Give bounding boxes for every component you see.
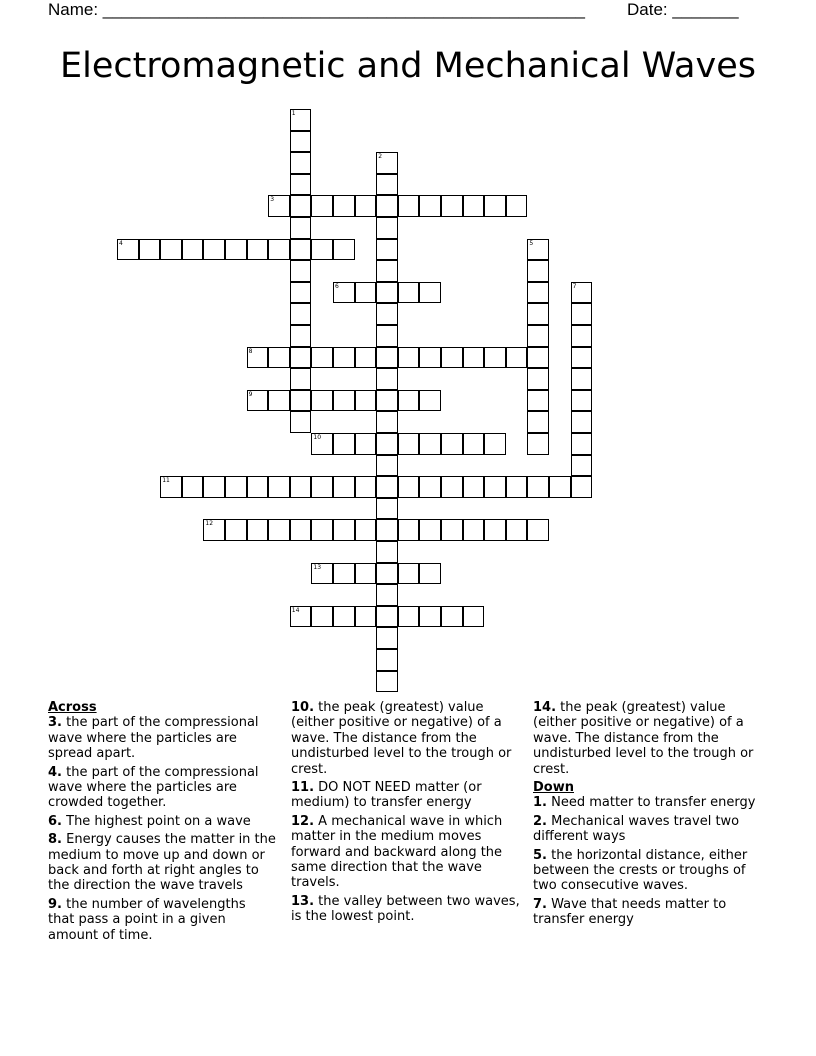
grid-cell[interactable] xyxy=(527,282,549,304)
grid-cell[interactable] xyxy=(376,347,398,369)
grid-cell[interactable] xyxy=(571,455,593,477)
grid-cell[interactable] xyxy=(376,519,398,541)
grid-cell[interactable] xyxy=(376,325,398,347)
grid-cell[interactable] xyxy=(527,433,549,455)
grid-cell[interactable] xyxy=(376,174,398,196)
grid-cell[interactable] xyxy=(376,195,398,217)
clue-down-2 xyxy=(533,814,765,845)
grid-cell[interactable] xyxy=(398,606,420,628)
grid-cell[interactable] xyxy=(355,282,377,304)
clue-text: Mechanical waves travel two different ways xyxy=(533,813,740,845)
grid-cell[interactable] xyxy=(376,584,398,606)
grid-cell[interactable] xyxy=(484,347,506,369)
grid-cell[interactable] xyxy=(398,195,420,217)
grid-cell[interactable] xyxy=(419,347,441,369)
grid-cell[interactable] xyxy=(376,541,398,563)
clue-text: DO NOT NEED matter (or medium) to transfer energy xyxy=(291,780,482,811)
grid-cell[interactable] xyxy=(376,627,398,649)
cell-number: 8 xyxy=(248,347,253,355)
clue-text: The highest point on a wave xyxy=(66,813,251,829)
grid-cell[interactable] xyxy=(117,239,139,261)
grid-cell[interactable] xyxy=(290,303,312,325)
grid-cell[interactable] xyxy=(268,239,290,261)
grid-cell[interactable] xyxy=(247,476,269,498)
grid-cell[interactable] xyxy=(441,195,463,217)
clue-across-11 xyxy=(291,780,523,811)
grid-cell[interactable] xyxy=(463,433,485,455)
clue-across-6 xyxy=(48,814,276,829)
grid-cell[interactable] xyxy=(376,390,398,412)
clues-column-3 xyxy=(533,700,765,931)
grid-cell[interactable] xyxy=(225,239,247,261)
grid-cell[interactable] xyxy=(571,476,593,498)
grid-cell[interactable] xyxy=(290,109,312,131)
grid-cell[interactable] xyxy=(203,519,225,541)
grid-cell[interactable] xyxy=(419,195,441,217)
clue-text: the peak (greatest) value (either positive or negative) of a wave. The distance from the undisturbed level to the trough or crest. xyxy=(533,700,754,777)
clue-number: 8. xyxy=(48,832,62,848)
grid-cell[interactable] xyxy=(463,606,485,628)
cell-number: 3 xyxy=(270,196,275,204)
clue-number: 14. xyxy=(533,700,557,715)
grid-cell[interactable] xyxy=(311,390,333,412)
grid-cell[interactable] xyxy=(527,411,549,433)
grid-cell[interactable] xyxy=(333,347,355,369)
grid-cell[interactable] xyxy=(290,239,312,261)
grid-cell[interactable] xyxy=(355,347,377,369)
grid-cell[interactable] xyxy=(527,239,549,261)
clue-across-12 xyxy=(291,814,523,891)
grid-cell[interactable] xyxy=(311,433,333,455)
clue-number: 5. xyxy=(533,847,547,863)
down-heading: Down xyxy=(533,780,574,796)
grid-cell[interactable] xyxy=(268,195,290,217)
grid-cell[interactable] xyxy=(376,152,398,174)
clue-down-7 xyxy=(533,897,765,928)
grid-cell[interactable] xyxy=(463,476,485,498)
clue-number: 10. xyxy=(291,700,315,715)
grid-cell[interactable] xyxy=(441,433,463,455)
grid-cell[interactable] xyxy=(355,519,377,541)
grid-cell[interactable] xyxy=(333,476,355,498)
grid-cell[interactable] xyxy=(441,519,463,541)
cell-number: 7 xyxy=(572,282,577,290)
grid-cell[interactable] xyxy=(463,195,485,217)
clue-number: 7. xyxy=(533,896,547,912)
grid-cell[interactable] xyxy=(290,152,312,174)
grid-cell[interactable] xyxy=(484,433,506,455)
cell-number: 6 xyxy=(335,282,339,290)
grid-cell[interactable] xyxy=(311,347,333,369)
across-heading: Across xyxy=(48,700,97,715)
grid-cell[interactable] xyxy=(506,195,528,217)
grid-cell[interactable] xyxy=(268,519,290,541)
grid-cell[interactable] xyxy=(376,455,398,477)
clue-across-9 xyxy=(48,897,276,943)
grid-cell[interactable] xyxy=(376,217,398,239)
grid-cell[interactable] xyxy=(355,195,377,217)
clue-number: 4. xyxy=(48,764,62,780)
grid-cell[interactable] xyxy=(398,347,420,369)
grid-cell[interactable] xyxy=(527,347,549,369)
grid-cell[interactable] xyxy=(419,563,441,585)
clues-column-2 xyxy=(291,700,523,928)
grid-cell[interactable] xyxy=(290,174,312,196)
grid-cell[interactable] xyxy=(484,519,506,541)
clue-number: 12. xyxy=(291,813,315,829)
cell-number: 2 xyxy=(378,153,383,161)
clue-across-14 xyxy=(533,700,765,777)
clue-text: the part of the compressional wave where the particles are spread apart. xyxy=(48,715,259,762)
cell-number: 12 xyxy=(205,520,214,528)
grid-cell[interactable] xyxy=(290,282,312,304)
grid-cell[interactable] xyxy=(571,282,593,304)
grid-cell[interactable] xyxy=(225,519,247,541)
clue-text: Need matter to transfer energy xyxy=(551,795,756,811)
grid-cell[interactable] xyxy=(268,390,290,412)
grid-cell[interactable] xyxy=(311,195,333,217)
clue-text: A mechanical wave in which matter in the medium moves forward and backward along the same direction that the wave travels. xyxy=(291,813,503,891)
clues-column-1 xyxy=(48,700,276,946)
grid-cell[interactable] xyxy=(571,325,593,347)
grid-cell[interactable] xyxy=(290,347,312,369)
grid-cell[interactable] xyxy=(419,282,441,304)
grid-cell[interactable] xyxy=(290,195,312,217)
grid-cell[interactable] xyxy=(225,476,247,498)
clue-number: 3. xyxy=(48,715,62,731)
name-field[interactable]: Name: ___________________________________________________ xyxy=(48,0,585,19)
grid-cell[interactable] xyxy=(527,325,549,347)
grid-cell[interactable] xyxy=(549,476,571,498)
grid-cell[interactable] xyxy=(311,606,333,628)
grid-cell[interactable] xyxy=(376,498,398,520)
grid-cell[interactable] xyxy=(268,347,290,369)
grid-cell[interactable] xyxy=(355,390,377,412)
clue-text: the peak (greatest) value (either positive or negative) of a wave. The distance from the undisturbed level to the trough or crest. xyxy=(291,700,512,777)
clue-text: the valley between two waves, is the lowest point. xyxy=(291,893,520,925)
grid-cell[interactable] xyxy=(290,519,312,541)
grid-cell[interactable] xyxy=(419,390,441,412)
clue-across-10 xyxy=(291,700,523,777)
clue-number: 1. xyxy=(533,795,547,811)
grid-cell[interactable] xyxy=(376,476,398,498)
grid-cell[interactable] xyxy=(376,563,398,585)
cell-number: 14 xyxy=(291,606,300,614)
cell-number: 9 xyxy=(248,390,253,398)
grid-cell[interactable] xyxy=(398,563,420,585)
clue-across-4 xyxy=(48,765,276,811)
grid-cell[interactable] xyxy=(441,606,463,628)
grid-cell[interactable] xyxy=(463,347,485,369)
grid-cell[interactable] xyxy=(376,368,398,390)
clue-down-5 xyxy=(533,848,765,894)
grid-cell[interactable] xyxy=(290,131,312,153)
grid-cell[interactable] xyxy=(398,476,420,498)
grid-cell[interactable] xyxy=(527,476,549,498)
grid-cell[interactable] xyxy=(268,476,290,498)
cell-number: 4 xyxy=(119,239,123,247)
clue-text: the part of the compressional wave where the particles are crowded together. xyxy=(48,764,259,811)
clue-number: 9. xyxy=(48,896,62,912)
grid-cell[interactable] xyxy=(290,260,312,282)
grid-cell[interactable] xyxy=(333,519,355,541)
grid-cell[interactable] xyxy=(527,390,549,412)
grid-cell[interactable] xyxy=(290,476,312,498)
grid-cell[interactable] xyxy=(506,476,528,498)
grid-cell[interactable] xyxy=(333,195,355,217)
grid-cell[interactable] xyxy=(376,411,398,433)
grid-cell[interactable] xyxy=(355,563,377,585)
grid-cell[interactable] xyxy=(571,411,593,433)
grid-cell[interactable] xyxy=(203,476,225,498)
grid-cell[interactable] xyxy=(376,433,398,455)
grid-cell[interactable] xyxy=(247,347,269,369)
grid-cell[interactable] xyxy=(419,606,441,628)
clue-across-8 xyxy=(48,832,276,894)
grid-cell[interactable] xyxy=(182,239,204,261)
page-title: Electromagnetic and Mechanical Waves xyxy=(60,46,756,86)
date-field[interactable]: Date: _______ xyxy=(627,0,739,19)
grid-cell[interactable] xyxy=(376,649,398,671)
grid-cell[interactable] xyxy=(290,368,312,390)
grid-cell[interactable] xyxy=(398,390,420,412)
grid-cell[interactable] xyxy=(571,303,593,325)
grid-cell[interactable] xyxy=(290,390,312,412)
grid-cell[interactable] xyxy=(571,390,593,412)
grid-cell[interactable] xyxy=(247,519,269,541)
grid-cell[interactable] xyxy=(311,563,333,585)
grid-cell[interactable] xyxy=(355,476,377,498)
grid-cell[interactable] xyxy=(484,195,506,217)
grid-cell[interactable] xyxy=(527,260,549,282)
cell-number: 10 xyxy=(313,434,322,441)
grid-cell[interactable] xyxy=(290,217,312,239)
grid-cell[interactable] xyxy=(139,239,161,261)
cell-number: 5 xyxy=(529,239,534,247)
grid-cell[interactable] xyxy=(247,390,269,412)
grid-cell[interactable] xyxy=(527,368,549,390)
clue-text: Wave that needs matter to transfer energy xyxy=(533,896,727,928)
grid-cell[interactable] xyxy=(290,411,312,433)
grid-cell[interactable] xyxy=(571,433,593,455)
grid-cell[interactable] xyxy=(506,519,528,541)
clue-down-1 xyxy=(533,795,765,810)
clue-number: 6. xyxy=(48,813,62,829)
grid-cell[interactable] xyxy=(333,390,355,412)
grid-cell[interactable] xyxy=(376,303,398,325)
grid-cell[interactable] xyxy=(160,476,182,498)
grid-cell[interactable] xyxy=(290,325,312,347)
cell-number: 11 xyxy=(162,477,170,485)
grid-cell[interactable] xyxy=(311,519,333,541)
cell-number: 1 xyxy=(291,110,296,117)
grid-cell[interactable] xyxy=(506,347,528,369)
grid-cell[interactable] xyxy=(333,606,355,628)
clue-text: Energy causes the matter in the medium to move up and down or back and forth at right angles to the direction the wave travels xyxy=(48,832,276,894)
cell-number: 13 xyxy=(313,563,322,571)
grid-cell[interactable] xyxy=(333,282,355,304)
grid-cell[interactable] xyxy=(290,606,312,628)
grid-cell[interactable] xyxy=(376,260,398,282)
clue-text: the horizontal distance, either between the crests or troughs of two consecutive waves. xyxy=(533,847,748,894)
grid-cell[interactable] xyxy=(527,519,549,541)
grid-cell[interactable] xyxy=(355,606,377,628)
grid-cell[interactable] xyxy=(333,239,355,261)
grid-cell[interactable] xyxy=(419,519,441,541)
grid-cell[interactable] xyxy=(419,433,441,455)
clue-number: 13. xyxy=(291,893,315,909)
clue-across-3 xyxy=(48,715,276,761)
grid-cell[interactable] xyxy=(441,347,463,369)
grid-cell[interactable] xyxy=(571,368,593,390)
grid-cell[interactable] xyxy=(311,476,333,498)
grid-cell[interactable] xyxy=(376,282,398,304)
grid-cell[interactable] xyxy=(419,476,441,498)
grid-cell[interactable] xyxy=(182,476,204,498)
grid-cell[interactable] xyxy=(398,519,420,541)
grid-cell[interactable] xyxy=(160,239,182,261)
clue-number: 2. xyxy=(533,813,547,829)
grid-cell[interactable] xyxy=(376,671,398,693)
grid-cell[interactable] xyxy=(571,347,593,369)
grid-cell[interactable] xyxy=(311,239,333,261)
grid-cell[interactable] xyxy=(333,563,355,585)
grid-cell[interactable] xyxy=(376,606,398,628)
clue-text: the number of wavelengths that pass a point in a given amount of time. xyxy=(48,896,246,943)
grid-cell[interactable] xyxy=(463,519,485,541)
grid-cell[interactable] xyxy=(203,239,225,261)
grid-cell[interactable] xyxy=(247,239,269,261)
grid-cell[interactable] xyxy=(398,282,420,304)
clue-across-13 xyxy=(291,894,523,925)
grid-cell[interactable] xyxy=(355,433,377,455)
clue-number: 11. xyxy=(291,780,315,796)
grid-cell[interactable] xyxy=(484,476,506,498)
grid-cell[interactable] xyxy=(333,433,355,455)
grid-cell[interactable] xyxy=(376,239,398,261)
grid-cell[interactable] xyxy=(398,433,420,455)
grid-cell[interactable] xyxy=(527,303,549,325)
grid-cell[interactable] xyxy=(441,476,463,498)
